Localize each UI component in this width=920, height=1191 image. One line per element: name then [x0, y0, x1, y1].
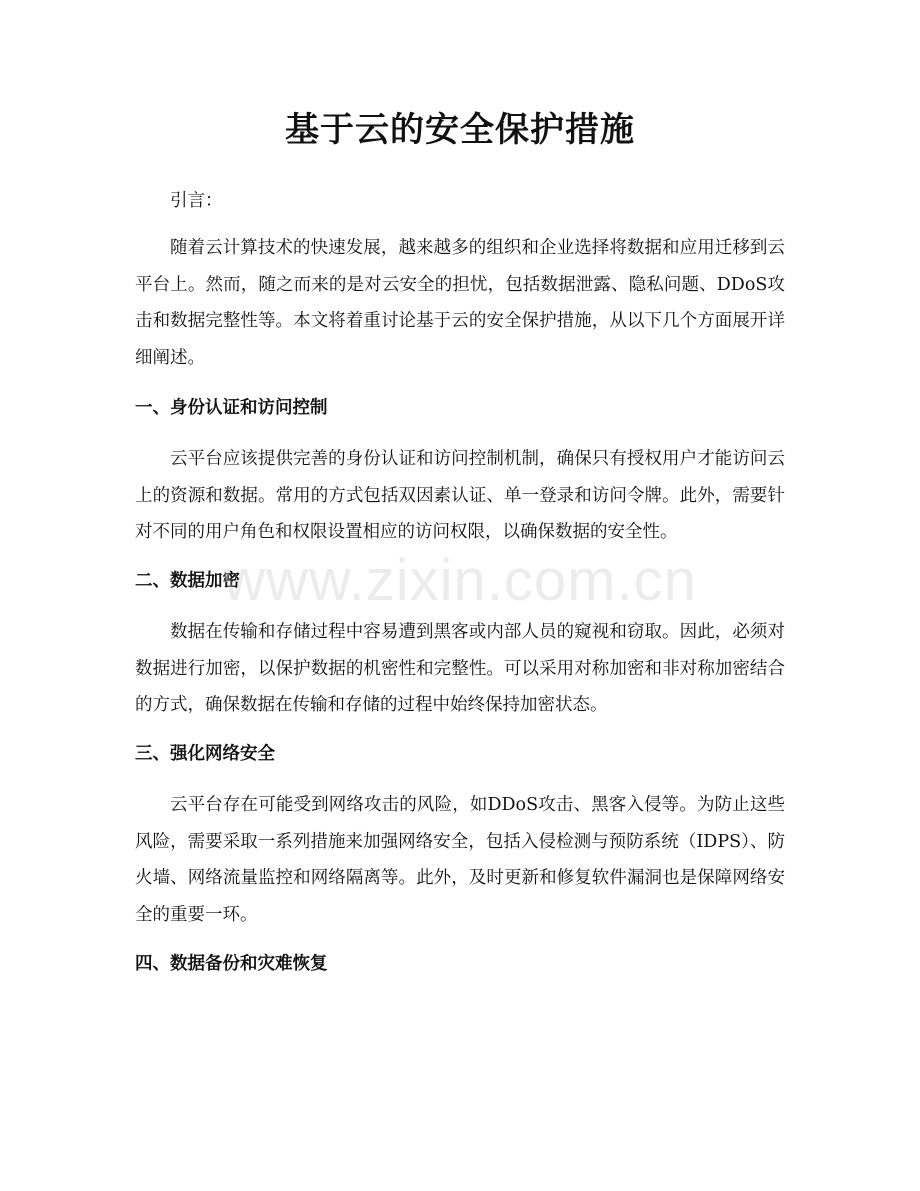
- intro-paragraph: 随着云计算技术的快速发展，越来越多的组织和企业选择将数据和应用迁移到云平台上。然而，随之而来的是对云安全的担忧，包括数据泄露、隐私问题、DDoS攻击和数据完整性等。本文将着重讨论基于云的安全保护措施，从以下几个方面展开详细阐述。: [135, 238, 785, 368]
- section-body-identity: 云平台应该提供完善的身份认证和访问控制机制，确保只有授权用户才能访问云上的资源和数据。常用的方式包括双因素认证、单一登录和访问令牌。此外，需要针对不同的用户角色和权限设置相应的访问权限，以确保数据的安全性。: [135, 449, 785, 542]
- section-body-network: 云平台存在可能受到网络攻击的风险，如DDoS攻击、黑客入侵等。为防止这些风险，需要采取一系列措施来加强网络安全，包括入侵检测与预防系统（IDPS）、防火墙、网络流量监控和网络隔离等。此外，及时更新和修复软件漏洞也是保障网络安全的重要一环。: [135, 795, 785, 925]
- section-heading-identity: 一、身份认证和访问控制: [135, 398, 328, 418]
- section-heading-network: 三、强化网络安全: [135, 744, 275, 764]
- section-heading-encryption: 二、数据加密: [135, 571, 240, 591]
- section-body-encryption: 数据在传输和存储过程中容易遭到黑客或内部人员的窥视和窃取。因此，必须对数据进行加密，以保护数据的机密性和完整性。可以采用对称加密和非对称加密结合的方式，确保数据在传输和存储的过程中始终保持加密状态。: [135, 622, 785, 715]
- watermark: www.zixin.com.cn: [223, 548, 697, 613]
- section-heading-backup: 四、数据备份和灾难恢复: [135, 954, 328, 974]
- page-title: 基于云的安全保护措施: [285, 110, 635, 150]
- intro-label: 引言：: [170, 191, 223, 211]
